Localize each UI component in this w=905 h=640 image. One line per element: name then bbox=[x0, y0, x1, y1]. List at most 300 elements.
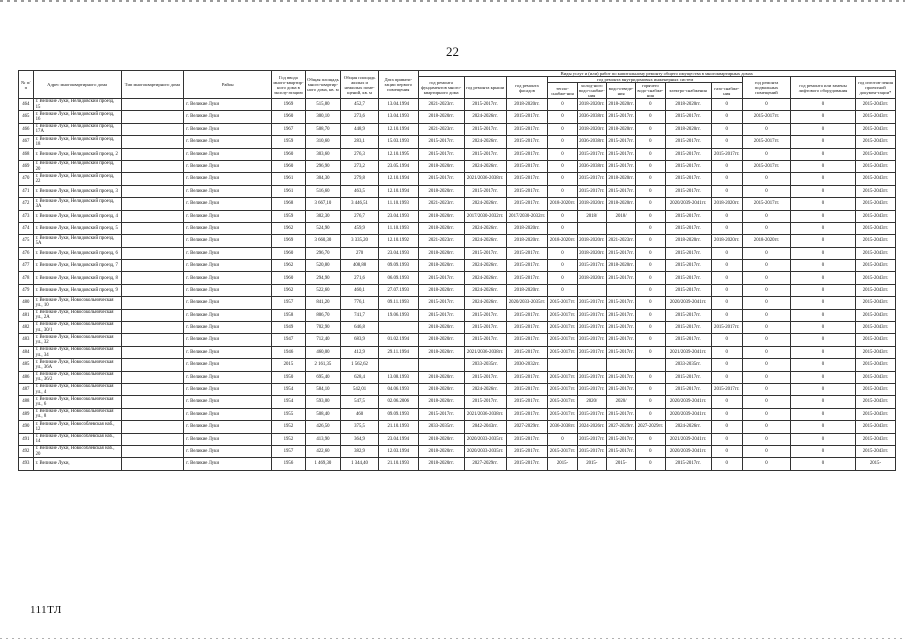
cell-elevator: 0 bbox=[791, 346, 856, 358]
cell-heat-supply: 0 bbox=[548, 185, 577, 197]
cell-sewerage: 2015-2017гг. bbox=[606, 297, 635, 309]
cell-sewerage bbox=[606, 222, 635, 234]
cell-basement: 0 bbox=[742, 222, 790, 234]
cell-gas: 0 bbox=[711, 309, 742, 321]
cell-basement: 0 bbox=[742, 284, 790, 296]
cell-residential-area: 276,3 bbox=[341, 148, 379, 160]
cell-gas: 0 bbox=[711, 445, 742, 457]
table-row bbox=[19, 260, 896, 272]
cell-basement: 0 bbox=[742, 433, 790, 445]
cell-residential-area: 408,88 bbox=[341, 260, 379, 272]
cell-design-docs: 2015-2043гг. bbox=[855, 359, 895, 371]
cell-type bbox=[121, 458, 184, 470]
cell-basement: 0 bbox=[742, 346, 790, 358]
cell-design-docs: 2015-2043гг. bbox=[855, 445, 895, 457]
cell-district: г. Великие Луки bbox=[184, 173, 272, 185]
cell-foundation: 2018-2020гг. bbox=[418, 322, 464, 334]
cell-num: 491 bbox=[19, 433, 34, 445]
cell-gas: 2015-2017гг. bbox=[711, 148, 742, 160]
cell-num: 480 bbox=[19, 297, 34, 309]
cell-year: 1954 bbox=[272, 383, 305, 395]
cell-sewerage: 2015-2017гг. bbox=[606, 346, 635, 358]
cell-privatization-date: 21.10.1993 bbox=[378, 458, 418, 470]
cell-gas: 0 bbox=[711, 284, 742, 296]
cell-residential-area: 375,5 bbox=[341, 421, 379, 433]
cell-cold-water: 2018-2020гг. bbox=[577, 272, 606, 284]
cell-type bbox=[121, 383, 184, 395]
cell-elevator: 0 bbox=[791, 284, 856, 296]
cell-elevator: 0 bbox=[791, 371, 856, 383]
cell-electric: 2015-2017гг. bbox=[665, 160, 711, 172]
table-row bbox=[19, 247, 896, 259]
cell-foundation: 2015-2017гг. bbox=[418, 272, 464, 284]
cell-gas: 0 bbox=[711, 210, 742, 222]
cell-heat-supply: 0 bbox=[548, 247, 577, 259]
cell-residential-area: 646,8 bbox=[341, 322, 379, 334]
cell-elevator: 0 bbox=[791, 235, 856, 247]
cell-type bbox=[121, 371, 184, 383]
cell-year: 1957 bbox=[272, 297, 305, 309]
table-row bbox=[19, 160, 896, 172]
header-foundation: год ремонта фундаментов много-квартирного дома bbox=[418, 77, 464, 99]
table-row bbox=[19, 136, 896, 148]
cell-design-docs: 2015-2043гг. bbox=[855, 235, 895, 247]
cell-sewerage: 2015-2017гг. bbox=[606, 371, 635, 383]
cell-foundation bbox=[418, 359, 464, 371]
cell-privatization-date: 23.04.1993 bbox=[378, 247, 418, 259]
cell-foundation: 2018-2020гг. bbox=[418, 284, 464, 296]
cell-facade: 2015-2017гг. bbox=[506, 322, 548, 334]
cell-design-docs: 2015-2043гг. bbox=[855, 346, 895, 358]
cell-elevator: 0 bbox=[791, 260, 856, 272]
cell-hot-water: 0 bbox=[636, 433, 665, 445]
cell-hot-water: 0 bbox=[636, 210, 665, 222]
cell-hot-water: 0 bbox=[636, 185, 665, 197]
cell-hot-water: 0 bbox=[636, 136, 665, 148]
header-design-docs: год изготов-ления проектной докумен-тации* bbox=[855, 77, 895, 99]
cell-year: 1954 bbox=[272, 396, 305, 408]
cell-privatization-date: 12.10.1992 bbox=[378, 235, 418, 247]
cell-electric: 2015-2017гг. bbox=[665, 136, 711, 148]
cell-facade: 2015-2017гг. bbox=[506, 383, 548, 395]
cell-facade: 2015-2017гг. bbox=[506, 408, 548, 420]
cell-district: г. Великие Луки bbox=[184, 396, 272, 408]
cell-privatization-date: 13.04.1994 bbox=[378, 99, 418, 111]
header-address: Адрес многоквартирного дома bbox=[33, 71, 121, 99]
cell-total-area: 841,20 bbox=[305, 297, 341, 309]
cell-sewerage: 2015-2017гг. bbox=[606, 445, 635, 457]
cell-facade: 2017/2030-2032гг. bbox=[506, 210, 548, 222]
cell-elevator: 0 bbox=[791, 408, 856, 420]
cell-roof: 2015-2017гг. bbox=[464, 148, 506, 160]
cell-foundation: 2018-2020гг. bbox=[418, 346, 464, 358]
cell-district: г. Великие Луки bbox=[184, 148, 272, 160]
cell-hot-water: 0 bbox=[636, 160, 665, 172]
cell-gas: 0 bbox=[711, 247, 742, 259]
cell-cold-water: 2015-2017гг. bbox=[577, 309, 606, 321]
cell-basement: 0 bbox=[742, 247, 790, 259]
cell-privatization-date: 06.09.1993 bbox=[378, 272, 418, 284]
cell-address: г. Великие Луки, Новосокольническая ул., 30/1 bbox=[33, 322, 121, 334]
cell-electric: 2015-2017гг. bbox=[665, 272, 711, 284]
cell-sewerage: 2015-2017гг. bbox=[606, 185, 635, 197]
cell-facade: 2015-2017гг. bbox=[506, 260, 548, 272]
cell-electric: 2015-2017гг. bbox=[665, 148, 711, 160]
cell-cold-water: 2036-2038гг. bbox=[577, 111, 606, 123]
cell-district: г. Великие Луки bbox=[184, 111, 272, 123]
cell-roof: 2042-2043гг. bbox=[464, 421, 506, 433]
capital-repair-table bbox=[18, 70, 896, 471]
cell-total-area: 508,40 bbox=[305, 408, 341, 420]
table-row bbox=[19, 222, 896, 234]
cell-year: 1952 bbox=[272, 433, 305, 445]
cell-cold-water bbox=[577, 222, 606, 234]
cell-foundation: 2021-2023гг. bbox=[418, 235, 464, 247]
cell-electric: 2015-2017гг. bbox=[665, 371, 711, 383]
cell-hot-water: 0 bbox=[636, 198, 665, 210]
cell-cold-water: 2018-2020гг. bbox=[577, 198, 606, 210]
cell-num: 467 bbox=[19, 136, 34, 148]
cell-elevator: 0 bbox=[791, 198, 856, 210]
cell-type bbox=[121, 322, 184, 334]
cell-total-area: 413,90 bbox=[305, 433, 341, 445]
cell-facade: 2015-2017гг. bbox=[506, 111, 548, 123]
table-row bbox=[19, 346, 896, 358]
cell-elevator: 0 bbox=[791, 433, 856, 445]
header-roof: год ремонта крыши bbox=[464, 77, 506, 99]
cell-num: 486 bbox=[19, 371, 34, 383]
cell-hot-water: 0 bbox=[636, 173, 665, 185]
cell-basement: 0 bbox=[742, 210, 790, 222]
cell-total-area: 3 660,30 bbox=[305, 235, 341, 247]
cell-address: г. Великие Луки, Новосокольническая ул., 36А bbox=[33, 359, 121, 371]
cell-year: 1960 bbox=[272, 160, 305, 172]
cell-gas: 0 bbox=[711, 359, 742, 371]
cell-privatization-date bbox=[378, 359, 418, 371]
cell-electric: 2015-2017гг. bbox=[665, 173, 711, 185]
cell-total-area: 304,30 bbox=[305, 173, 341, 185]
cell-roof: 2024-2026гг. bbox=[464, 272, 506, 284]
cell-hot-water: 0 bbox=[636, 322, 665, 334]
cell-year: 1949 bbox=[272, 322, 305, 334]
cell-district: г. Великие Луки bbox=[184, 421, 272, 433]
table-row bbox=[19, 445, 896, 457]
cell-district: г. Великие Луки bbox=[184, 222, 272, 234]
cell-type bbox=[121, 235, 184, 247]
cell-foundation: 2021-2023гг. bbox=[418, 99, 464, 111]
cell-residential-area: 459,9 bbox=[341, 222, 379, 234]
cell-district: г. Великие Луки bbox=[184, 136, 272, 148]
footer-stamp: 111ТЛ bbox=[30, 604, 62, 616]
cell-heat-supply: 0 bbox=[548, 272, 577, 284]
cell-design-docs: 2015-2043гг. bbox=[855, 322, 895, 334]
cell-foundation: 2021-2023гг. bbox=[418, 198, 464, 210]
table-row bbox=[19, 334, 896, 346]
cell-electric: 2021/2039-2041гг. bbox=[665, 346, 711, 358]
cell-elevator: 0 bbox=[791, 247, 856, 259]
header-elevator: год ремонта или замены лифтового оборудования bbox=[791, 77, 856, 99]
cell-type bbox=[121, 297, 184, 309]
table-row bbox=[19, 198, 896, 210]
cell-num: 466 bbox=[19, 123, 34, 135]
cell-type bbox=[121, 99, 184, 111]
cell-facade: 2020/2033-2035гг. bbox=[506, 297, 548, 309]
cell-gas: 0 bbox=[711, 160, 742, 172]
cell-privatization-date: 15.03.1993 bbox=[378, 136, 418, 148]
cell-total-area: 296,90 bbox=[305, 160, 341, 172]
cell-year: 1960 bbox=[272, 148, 305, 160]
cell-design-docs: 2015-2043гг. bbox=[855, 173, 895, 185]
cell-district: г. Великие Луки bbox=[184, 346, 272, 358]
cell-roof: 2015-2017гг. bbox=[464, 334, 506, 346]
cell-address: г. Великие Луки, Новосокольническая ул., 36/2 bbox=[33, 371, 121, 383]
table-row bbox=[19, 123, 896, 135]
cell-total-area: 524,90 bbox=[305, 222, 341, 234]
cell-gas: 2015-2017гг. bbox=[711, 383, 742, 395]
cell-total-area: 712,40 bbox=[305, 334, 341, 346]
cell-sewerage: 2018-2020гг. bbox=[606, 123, 635, 135]
cell-year: 1952 bbox=[272, 421, 305, 433]
cell-cold-water: 2015-2017гг. bbox=[577, 433, 606, 445]
cell-privatization-date: 13.04.1993 bbox=[378, 111, 418, 123]
cell-cold-water: 2036-2038гг. bbox=[577, 136, 606, 148]
cell-facade: 2015-2017гг. bbox=[506, 371, 548, 383]
cell-foundation: 2018-2020гг. bbox=[418, 383, 464, 395]
cell-gas: 0 bbox=[711, 421, 742, 433]
table-body bbox=[19, 99, 896, 471]
cell-gas: 0 bbox=[711, 346, 742, 358]
cell-sewerage: 2018/ bbox=[606, 210, 635, 222]
cell-design-docs: 2015-2043гг. bbox=[855, 136, 895, 148]
cell-district: г. Великие Луки bbox=[184, 272, 272, 284]
cell-residential-area: 283,1 bbox=[341, 136, 379, 148]
cell-roof: 2024-2026гг. bbox=[464, 383, 506, 395]
header-basement: год ремонта подвальных помещений bbox=[742, 77, 790, 99]
cell-residential-area: 273,2 bbox=[341, 160, 379, 172]
cell-heat-supply: 2015-2017гг. bbox=[548, 408, 577, 420]
cell-gas: 0 bbox=[711, 408, 742, 420]
cell-basement: 0 bbox=[742, 458, 790, 470]
table-row bbox=[19, 284, 896, 296]
cell-address: г. Великие Луки, Новосокольническая ул., 34 bbox=[33, 346, 121, 358]
cell-electric: 2018-2020гг. bbox=[665, 123, 711, 135]
cell-residential-area: 741,7 bbox=[341, 309, 379, 321]
cell-electric: 2020/2039-2041гг. bbox=[665, 445, 711, 457]
cell-hot-water: 0 bbox=[636, 445, 665, 457]
cell-facade: 2015-2017гг. bbox=[506, 185, 548, 197]
cell-basement: 0 bbox=[742, 309, 790, 321]
cell-residential-area: 628,4 bbox=[341, 371, 379, 383]
cell-design-docs: 2015-2043гг. bbox=[855, 433, 895, 445]
cell-heat-supply: 2015-2017гг. bbox=[548, 334, 577, 346]
cell-heat-supply: 2015- bbox=[548, 458, 577, 470]
cell-total-area: 522,60 bbox=[305, 284, 341, 296]
cell-total-area: 460,00 bbox=[305, 346, 341, 358]
cell-sewerage: 2015-2017гг. bbox=[606, 383, 635, 395]
cell-basement: 0 bbox=[742, 421, 790, 433]
cell-facade: 2018-2020гг. bbox=[506, 99, 548, 111]
cell-design-docs: 2015-2043гг. bbox=[855, 309, 895, 321]
cell-elevator: 0 bbox=[791, 396, 856, 408]
cell-heat-supply: 0 bbox=[548, 284, 577, 296]
cell-residential-area: 3 335,20 bbox=[341, 235, 379, 247]
cell-basement: 2015-2017гг. bbox=[742, 111, 790, 123]
cell-hot-water: 0 bbox=[636, 408, 665, 420]
cell-num: 481 bbox=[19, 309, 34, 321]
cell-roof: 2015-2017гг. bbox=[464, 99, 506, 111]
cell-hot-water: 0 bbox=[636, 371, 665, 383]
cell-residential-area: 271,6 bbox=[341, 272, 379, 284]
cell-sewerage: 2015-2017гг. bbox=[606, 272, 635, 284]
cell-cold-water: 2036-2038гг. bbox=[577, 160, 606, 172]
cell-basement: 0 bbox=[742, 148, 790, 160]
cell-design-docs: 2015-2043гг. bbox=[855, 210, 895, 222]
cell-sewerage: 2027-2029гг. bbox=[606, 421, 635, 433]
cell-elevator: 0 bbox=[791, 297, 856, 309]
cell-sewerage: 2018-2020гг. bbox=[606, 260, 635, 272]
table-row bbox=[19, 111, 896, 123]
cell-total-area: 516,60 bbox=[305, 185, 341, 197]
cell-heat-supply bbox=[548, 359, 577, 371]
cell-address: г. Великие Луки, Нелидовский проезд, 5 bbox=[33, 222, 121, 234]
cell-foundation: 2018-2020гг. bbox=[418, 111, 464, 123]
cell-hot-water: 0 bbox=[636, 272, 665, 284]
cell-address: г. Великие Луки, Нелидовский проезд, 6 bbox=[33, 247, 121, 259]
cell-electric: 2015-2017гг. bbox=[665, 284, 711, 296]
cell-privatization-date: 27.07.1993 bbox=[378, 284, 418, 296]
cell-basement: 0 bbox=[742, 445, 790, 457]
cell-sewerage: 2015-2017гг. bbox=[606, 334, 635, 346]
cell-num: 475 bbox=[19, 235, 34, 247]
cell-heat-supply: 0 bbox=[548, 222, 577, 234]
cell-cold-water: 2015-2017гг. bbox=[577, 173, 606, 185]
cell-type bbox=[121, 408, 184, 420]
cell-sewerage: 2015-2017гг. bbox=[606, 433, 635, 445]
cell-hot-water: 0 bbox=[636, 309, 665, 321]
cell-type bbox=[121, 284, 184, 296]
table-row bbox=[19, 408, 896, 420]
cell-district: г. Великие Луки bbox=[184, 371, 272, 383]
cell-design-docs: 2015-2043гг. bbox=[855, 371, 895, 383]
cell-total-area: 806,70 bbox=[305, 309, 341, 321]
cell-cold-water: 2015-2017гг. bbox=[577, 260, 606, 272]
cell-type bbox=[121, 210, 184, 222]
cell-roof: 2024-2026гг. bbox=[464, 260, 506, 272]
cell-design-docs: 2015-2043гг. bbox=[855, 111, 895, 123]
cell-num: 468 bbox=[19, 148, 34, 160]
cell-sewerage: 2015- bbox=[606, 458, 635, 470]
header-gas: газо-снабже-ния bbox=[711, 83, 742, 99]
cell-elevator: 0 bbox=[791, 123, 856, 135]
cell-electric: 2018-2020гг. bbox=[665, 99, 711, 111]
cell-num: 473 bbox=[19, 210, 34, 222]
cell-foundation: 2018-2020гг. bbox=[418, 222, 464, 234]
cell-roof: 2024-2026гг. bbox=[464, 297, 506, 309]
cell-roof: 2024-2026гг. bbox=[464, 160, 506, 172]
cell-num: 488 bbox=[19, 396, 34, 408]
table-row bbox=[19, 272, 896, 284]
cell-address: г. Великие Луки, Нелидовский проезд, 22 bbox=[33, 173, 121, 185]
cell-sewerage: 2015-2017гг. bbox=[606, 322, 635, 334]
cell-basement: 2015-2017гг. bbox=[742, 136, 790, 148]
cell-cold-water: 2018/ bbox=[577, 210, 606, 222]
cell-facade: 2030-2032гг. bbox=[506, 359, 548, 371]
cell-roof: 2024-2026гг. bbox=[464, 111, 506, 123]
cell-hot-water bbox=[636, 359, 665, 371]
cell-elevator: 0 bbox=[791, 160, 856, 172]
cell-privatization-date: 02.06.2006 bbox=[378, 396, 418, 408]
table-row bbox=[19, 322, 896, 334]
cell-design-docs: 2015-2043гг. bbox=[855, 260, 895, 272]
cell-num: 493 bbox=[19, 458, 34, 470]
cell-num: 484 bbox=[19, 346, 34, 358]
table-row bbox=[19, 99, 896, 111]
cell-address: г. Великие Луки, Нелидовский проезд, 3 bbox=[33, 185, 121, 197]
cell-heat-supply: 0 bbox=[548, 136, 577, 148]
cell-type bbox=[121, 334, 184, 346]
cell-num: 471 bbox=[19, 185, 34, 197]
cell-foundation: 2018-2020гг. bbox=[418, 185, 464, 197]
cell-sewerage: 2015-2017гг. bbox=[606, 247, 635, 259]
cell-year: 1969 bbox=[272, 235, 305, 247]
cell-year: 1961 bbox=[272, 173, 305, 185]
cell-basement: 0 bbox=[742, 173, 790, 185]
cell-electric: 2015-2017гг. bbox=[665, 111, 711, 123]
cell-basement: 0 bbox=[742, 396, 790, 408]
cell-district: г. Великие Луки bbox=[184, 210, 272, 222]
cell-cold-water: 2015-2017гг. bbox=[577, 371, 606, 383]
cell-hot-water: 0 bbox=[636, 396, 665, 408]
cell-cold-water: 2015-2017гг. bbox=[577, 445, 606, 457]
cell-electric: 2024-2026гг. bbox=[665, 421, 711, 433]
cell-privatization-date: 11.10.1993 bbox=[378, 222, 418, 234]
cell-elevator: 0 bbox=[791, 210, 856, 222]
cell-privatization-date: 12.10.1995 bbox=[378, 148, 418, 160]
cell-year: 1947 bbox=[272, 334, 305, 346]
cell-district: г. Великие Луки bbox=[184, 383, 272, 395]
cell-design-docs: 2015-2043гг. bbox=[855, 284, 895, 296]
cell-type bbox=[121, 247, 184, 259]
scan-edge-top bbox=[0, 0, 905, 2]
cell-total-area: 584,10 bbox=[305, 383, 341, 395]
cell-total-area: 294,90 bbox=[305, 272, 341, 284]
cell-elevator: 0 bbox=[791, 185, 856, 197]
cell-total-area: 695,40 bbox=[305, 371, 341, 383]
cell-num: 477 bbox=[19, 260, 34, 272]
cell-design-docs: 2015-2043гг. bbox=[855, 160, 895, 172]
cell-type bbox=[121, 445, 184, 457]
cell-total-area: 310,60 bbox=[305, 136, 341, 148]
cell-privatization-date: 11.10.1993 bbox=[378, 198, 418, 210]
cell-privatization-date: 19.06.1993 bbox=[378, 309, 418, 321]
cell-roof: 2033-2035гг. bbox=[464, 359, 506, 371]
cell-gas: 0 bbox=[711, 260, 742, 272]
cell-cold-water: 2015-2017гг. bbox=[577, 185, 606, 197]
cell-district: г. Великие Луки bbox=[184, 309, 272, 321]
header-total-area: Общая площадь много-квартир-ного дома, кв. м bbox=[305, 71, 341, 99]
cell-district: г. Великие Луки bbox=[184, 185, 272, 197]
cell-num: 476 bbox=[19, 247, 34, 259]
cell-basement: 0 bbox=[742, 408, 790, 420]
table-row bbox=[19, 458, 896, 470]
cell-cold-water: 2015- bbox=[577, 458, 606, 470]
cell-total-area: 702,90 bbox=[305, 322, 341, 334]
cell-hot-water: 0 bbox=[636, 458, 665, 470]
cell-design-docs: 2015-2043гг. bbox=[855, 272, 895, 284]
cell-sewerage: 2018-2020гг. bbox=[606, 173, 635, 185]
cell-num: 487 bbox=[19, 383, 34, 395]
cell-district: г. Великие Луки bbox=[184, 123, 272, 135]
